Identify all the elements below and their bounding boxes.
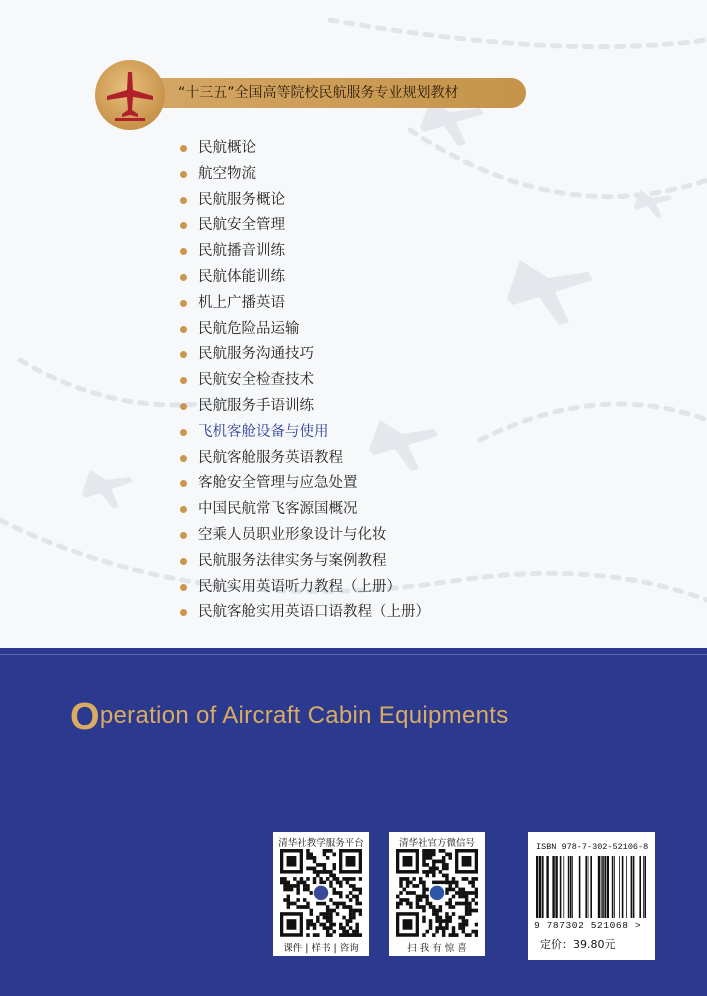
bullet-icon [180,300,187,307]
series-logo [95,60,165,130]
english-title-rest: peration of Aircraft Cabin Equipments [99,702,509,729]
book-title: 中国民航常飞客源国概况 [198,501,358,518]
bottom-section [0,648,707,996]
qr-caption-bottom: 课件 | 样书 | 咨询 [283,943,359,954]
book-title: 民航服务手语训练 [198,397,314,414]
book-title: 民航客舱服务英语教程 [198,449,343,466]
bullet-icon [180,609,187,616]
book-list-item [180,471,430,497]
book-list-item [180,420,430,446]
book-title: 民航安全管理 [198,217,285,234]
book-list-item [180,368,430,394]
bullet-icon [180,351,187,358]
book-title: 空乘人员职业形象设计与化妆 [198,526,387,543]
book-title: 民航概论 [198,140,256,156]
isbn-barcode-card [528,832,655,960]
book-list-item [180,239,430,265]
bullet-icon [180,558,187,565]
qr-caption-top: 清华社官方微信号 [398,838,475,849]
book-title: 民航服务沟通技巧 [198,346,314,363]
barcode-icon [536,856,648,918]
english-title [70,696,509,739]
qr-code-icon [280,849,362,937]
book-list-item [180,291,430,317]
book-title: 民航安全检查技术 [198,372,314,389]
airplane-icon [95,60,165,130]
book-list-item [180,446,430,472]
divider [0,654,707,655]
book-list-item [180,523,430,549]
bullet-icon [180,145,187,152]
book-list-item [180,394,430,420]
book-list-item [180,162,430,188]
price: 定价：39.80元 [540,938,616,951]
bullet-icon [180,506,187,513]
qr-code-icon [396,849,478,937]
book-list-item [180,188,430,214]
bullet-icon [180,403,187,410]
isbn-text: ISBN 978-7-302-52106-8 [536,842,649,852]
english-title-initial: O [70,696,100,738]
qr-caption-bottom: 扫 我 有 惊 喜 [407,943,467,954]
series-title: “十三五”全国高等院校民航服务专业规划教材 [178,85,459,101]
bullet-icon [180,222,187,229]
qr-card-teaching-platform [273,832,369,956]
qr-caption-top: 清华社教学服务平台 [278,838,364,849]
book-list-item [180,600,430,626]
book-title: 客舱安全管理与应急处置 [198,475,358,492]
book-list-item [180,342,430,368]
book-list-item [180,497,430,523]
bullet-icon [180,584,187,591]
bullet-icon [180,532,187,539]
book-list-item [180,265,430,291]
bullet-icon [180,455,187,462]
barcode-digits: 9 787302 521068 > [534,920,642,931]
book-list-item [180,136,430,162]
book-title: 民航播音训练 [198,243,285,260]
book-title: 飞机客舱设备与使用 [198,423,329,440]
bullet-icon [180,197,187,204]
book-list-item [180,317,430,343]
bullet-icon [180,274,187,281]
bullet-icon [180,171,187,178]
book-title: 民航实用英语听力教程（上册） [198,578,401,595]
book-title: 民航客舱实用英语口语教程（上册） [198,604,430,621]
series-banner [150,78,526,108]
bullet-icon [180,377,187,384]
book-title: 民航体能训练 [198,268,285,285]
bullet-icon [180,480,187,487]
book-list-item [180,549,430,575]
book-title: 机上广播英语 [198,294,285,311]
bullet-icon [180,326,187,333]
book-list-item [180,575,430,601]
book-title: 民航服务法律实务与案例教程 [198,552,387,569]
bullet-icon [180,429,187,436]
series-book-list [180,136,430,626]
book-title: 民航服务概论 [198,191,285,208]
qr-card-wechat [389,832,485,956]
book-title: 航空物流 [198,165,256,182]
book-list-item [180,213,430,239]
bullet-icon [180,248,187,255]
book-title: 民航危险品运输 [198,320,300,337]
